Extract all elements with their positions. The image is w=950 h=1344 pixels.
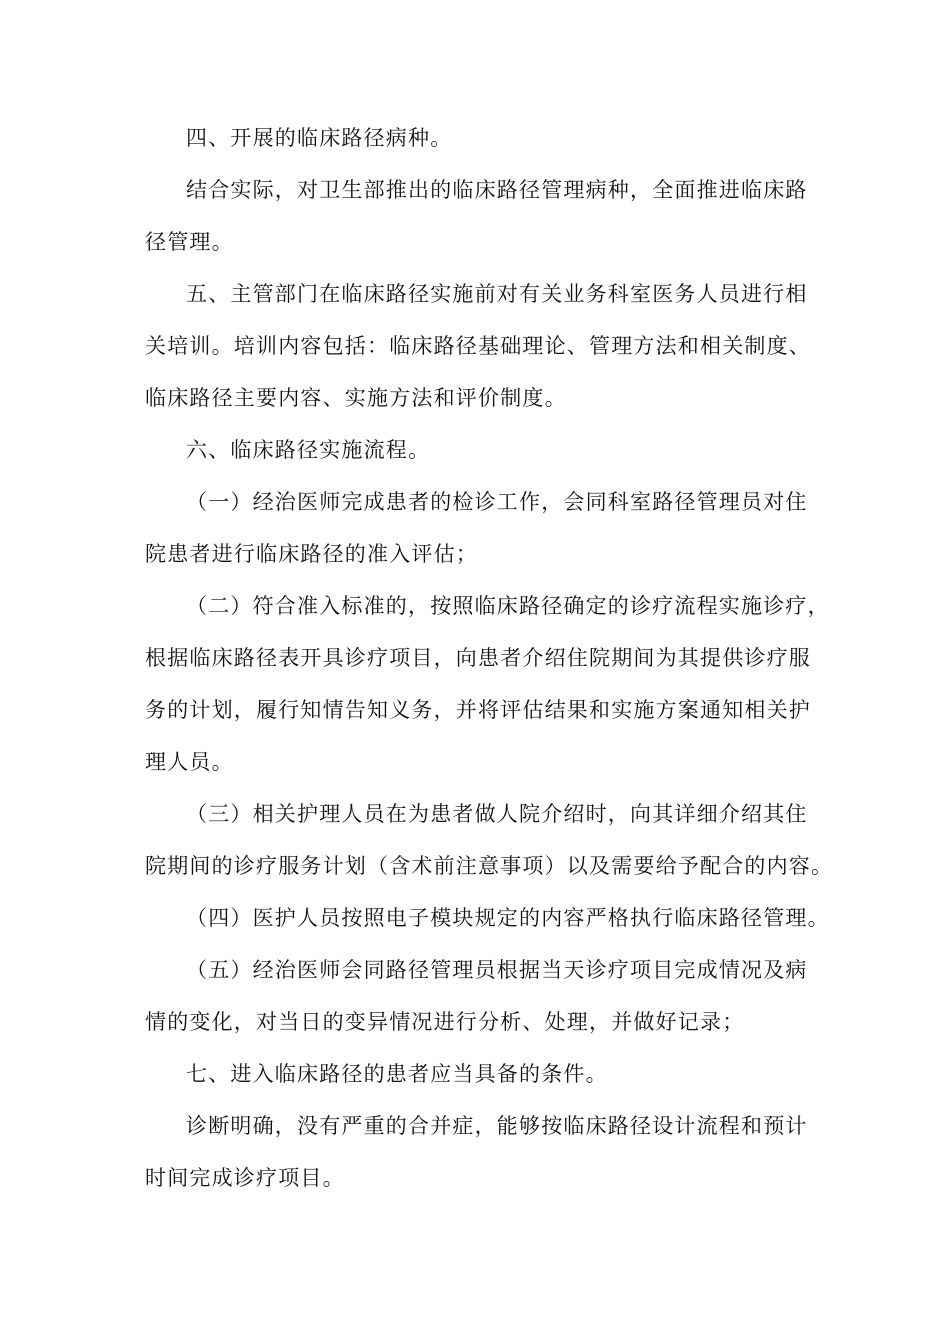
paragraph-line: 院期间的诊疗服务计划（含术前注意事项）以及需要给予配合的内容。 (145, 854, 834, 878)
list-item-1: （一）经治医师完成患者的检诊工作，会同科室路径管理员对住 (186, 490, 808, 514)
list-item-2: （二）符合准入标准的，按照临床路径确定的诊疗流程实施诊疗， (186, 594, 830, 618)
paragraph-line: 关培训。培训内容包括：临床路径基础理论、管理方法和相关制度、 (145, 334, 811, 358)
paragraph-line: 理人员。 (145, 750, 234, 774)
list-item-3: （三）相关护理人员在为患者做人院介绍时，向其详细介绍其住 (186, 802, 808, 826)
paragraph-line: 临床路径主要内容、实施方法和评价制度。 (145, 386, 567, 410)
paragraph-line: 时间完成诊疗项目。 (145, 1166, 345, 1190)
list-item-5: （五）经治医师会同路径管理员根据当天诊疗项目完成情况及病 (186, 958, 808, 982)
section-heading-7: 七、进入临床路径的患者应当具备的条件。 (186, 1062, 608, 1086)
paragraph-line: 根据临床路径表开具诊疗项目，向患者介绍住院期间为其提供诊疗服 (145, 646, 811, 670)
section-heading-5: 五、主管部门在临床路径实施前对有关业务科室医务人员进行相 (186, 282, 808, 306)
paragraph-line: 径管理。 (145, 230, 234, 254)
paragraph-line: 情的变化，对当日的变异情况进行分析、处理，并做好记录； (145, 1010, 745, 1034)
paragraph-line: 诊断明确，没有严重的合并症，能够按临床路径设计流程和预计 (186, 1114, 808, 1138)
paragraph-line: 务的计划，履行知情告知义务，并将评估结果和实施方案通知相关护 (145, 698, 811, 722)
paragraph-line: 结合实际，对卫生部推出的临床路径管理病种，全面推进临床路 (186, 178, 808, 202)
list-item-4: （四）医护人员按照电子模块规定的内容严格执行临床路径管理。 (186, 906, 830, 930)
paragraph-line: 院患者进行临床路径的准入评估； (145, 542, 478, 566)
section-heading-6: 六、临床路径实施流程。 (186, 438, 431, 462)
section-heading-4: 四、开展的临床路径病种。 (186, 126, 453, 150)
